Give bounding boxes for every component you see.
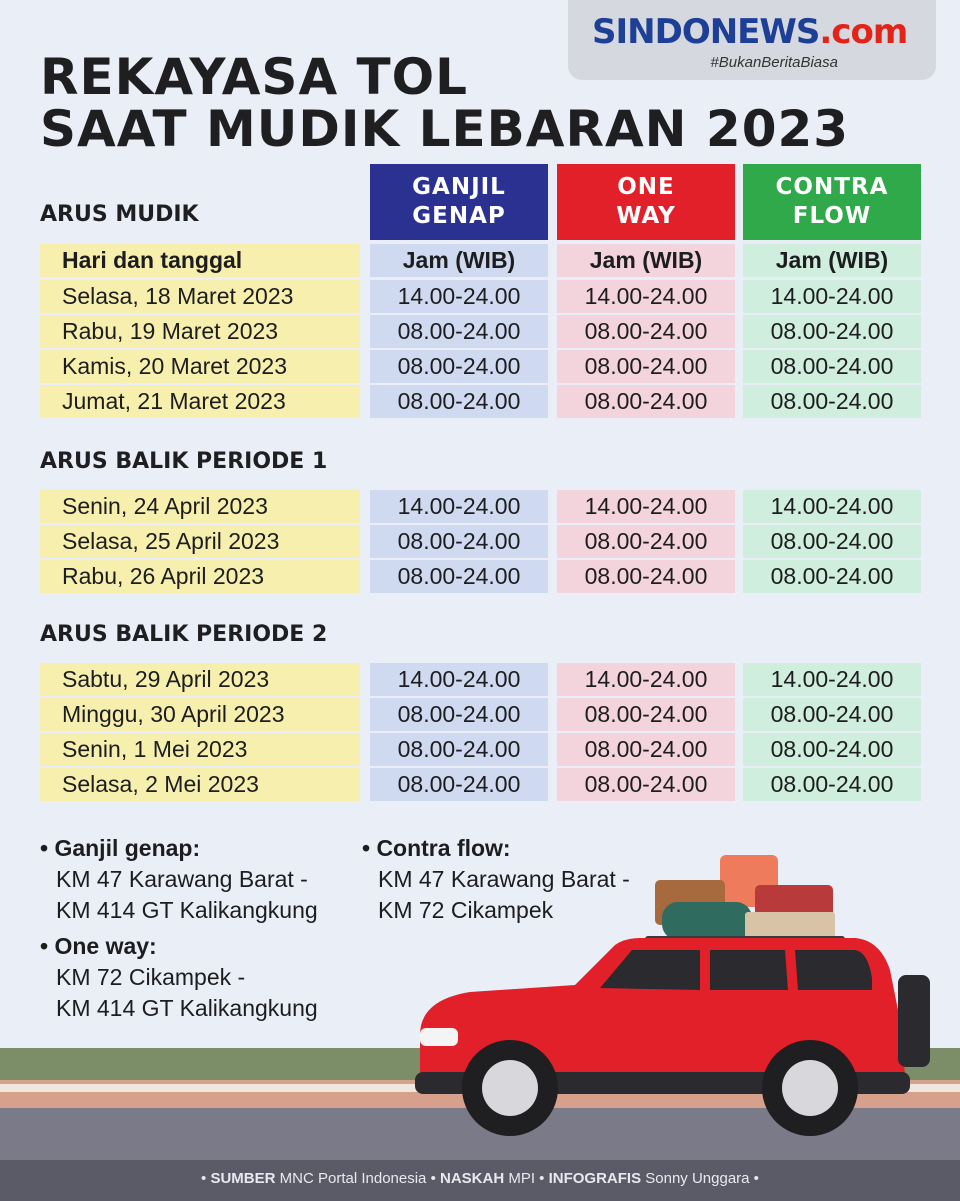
note-title: • One way:: [40, 933, 157, 959]
table-row-day: Kamis, 20 Maret 2023: [40, 350, 360, 383]
section-title-arus-balik-2: ARUS BALIK PERIODE 2: [40, 622, 328, 647]
footer-naskah-label: NASKAH: [439, 1170, 505, 1187]
table-row-day: Jumat, 21 Maret 2023: [40, 385, 360, 418]
front-rim: [482, 1060, 538, 1116]
car-window-middle: [710, 950, 788, 990]
headlight: [420, 1028, 458, 1046]
table-cell-time: 14.00-24.00: [370, 663, 548, 696]
note-line: KM 47 Karawang Barat -: [56, 866, 308, 892]
note-line: KM 414 GT Kalikangkung: [56, 897, 318, 923]
section-title-arus-mudik: ARUS MUDIK: [40, 202, 199, 227]
footer-infografis-label: INFOGRAFIS: [548, 1170, 642, 1187]
table-cell-time: 08.00-24.00: [370, 525, 548, 558]
table-header-time: Jam (WIB): [557, 244, 735, 277]
table-cell-time: 08.00-24.00: [557, 315, 735, 348]
column-header-ganjil-genap: GANJIL GENAP: [370, 164, 548, 240]
footer-infografis: Sonny Unggara: [645, 1170, 750, 1187]
rear-rim: [782, 1060, 838, 1116]
table-cell-time: 08.00-24.00: [743, 560, 921, 593]
footer-bullet: •: [539, 1170, 549, 1187]
table-cell-time: 08.00-24.00: [557, 525, 735, 558]
footer-bullet: •: [749, 1170, 759, 1187]
brand-tagline: #BukanBeritaBiasa: [710, 54, 838, 71]
table-cell-time: 08.00-24.00: [557, 698, 735, 731]
table-row-day: Selasa, 18 Maret 2023: [40, 280, 360, 313]
table-cell-time: 14.00-24.00: [557, 280, 735, 313]
car-window-rear: [795, 950, 872, 990]
table-cell-time: 08.00-24.00: [370, 350, 548, 383]
table-cell-time: 08.00-24.00: [370, 698, 548, 731]
footer-credits: [0, 1160, 960, 1201]
column-header-contra-flow: CONTRA FLOW: [743, 164, 921, 240]
table-cell-time: 08.00-24.00: [743, 315, 921, 348]
table-cell-time: 14.00-24.00: [557, 490, 735, 523]
footer-naskah: MPI: [508, 1170, 535, 1187]
table-row-day: Sabtu, 29 April 2023: [40, 663, 360, 696]
table-cell-time: 08.00-24.00: [370, 315, 548, 348]
table-cell-time: 14.00-24.00: [370, 490, 548, 523]
note-line: KM 72 Cikampek -: [56, 964, 246, 990]
brand-box: [568, 0, 936, 80]
table-cell-time: 08.00-24.00: [370, 560, 548, 593]
table-cell-time: 08.00-24.00: [370, 733, 548, 766]
table-header-time: Jam (WIB): [370, 244, 548, 277]
table-cell-time: 08.00-24.00: [557, 350, 735, 383]
table-header-day: Hari dan tanggal: [40, 244, 360, 277]
table-cell-time: 08.00-24.00: [370, 385, 548, 418]
box-luggage: [745, 912, 835, 940]
note-title: • Contra flow:: [362, 835, 511, 861]
table-cell-time: 08.00-24.00: [557, 733, 735, 766]
table-header-time: Jam (WIB): [743, 244, 921, 277]
table-row-day: Selasa, 25 April 2023: [40, 525, 360, 558]
table-cell-time: 14.00-24.00: [557, 663, 735, 696]
column-header-one-way: ONE WAY: [557, 164, 735, 240]
table-cell-time: 08.00-24.00: [743, 525, 921, 558]
table-cell-time: 14.00-24.00: [370, 280, 548, 313]
spare-tire: [898, 975, 930, 1067]
title-line-2: SAAT MUDIK LEBARAN 2023: [40, 100, 850, 158]
sindonews-logo: SINDONEWS.com: [592, 12, 908, 52]
table-cell-time: 08.00-24.00: [743, 768, 921, 801]
table-cell-time: 08.00-24.00: [743, 385, 921, 418]
table-cell-time: 08.00-24.00: [743, 350, 921, 383]
footer-bullet: •: [430, 1170, 440, 1187]
section-title-arus-balik-1: ARUS BALIK PERIODE 1: [40, 449, 328, 474]
table-cell-time: 08.00-24.00: [743, 733, 921, 766]
car-with-luggage-icon: [400, 850, 940, 1150]
note-ganjil-genap: [40, 833, 318, 926]
footer-sumber-label: SUMBER: [210, 1170, 276, 1187]
footer-sumber: MNC Portal Indonesia: [279, 1170, 427, 1187]
table-cell-time: 08.00-24.00: [557, 560, 735, 593]
table-row-day: Selasa, 2 Mei 2023: [40, 768, 360, 801]
note-line: KM 72 Cikampek: [378, 897, 554, 923]
table-cell-time: 14.00-24.00: [743, 490, 921, 523]
table-row-day: Minggu, 30 April 2023: [40, 698, 360, 731]
footer-bullet: •: [201, 1170, 211, 1187]
table-cell-time: 14.00-24.00: [743, 280, 921, 313]
table-cell-time: 08.00-24.00: [370, 768, 548, 801]
note-title: • Ganjil genap:: [40, 835, 201, 861]
table-row-day: Senin, 24 April 2023: [40, 490, 360, 523]
title-line-1: REKAYASA TOL: [40, 48, 469, 106]
duffel-bag: [662, 902, 752, 940]
note-line: KM 47 Karawang Barat -: [378, 866, 630, 892]
table-cell-time: 08.00-24.00: [557, 385, 735, 418]
table-row-day: Rabu, 19 Maret 2023: [40, 315, 360, 348]
note-one-way: [40, 931, 318, 1024]
table-cell-time: 14.00-24.00: [743, 663, 921, 696]
table-cell-time: 08.00-24.00: [743, 698, 921, 731]
table-row-day: Senin, 1 Mei 2023: [40, 733, 360, 766]
note-line: KM 414 GT Kalikangkung: [56, 995, 318, 1021]
table-cell-time: 08.00-24.00: [557, 768, 735, 801]
table-row-day: Rabu, 26 April 2023: [40, 560, 360, 593]
